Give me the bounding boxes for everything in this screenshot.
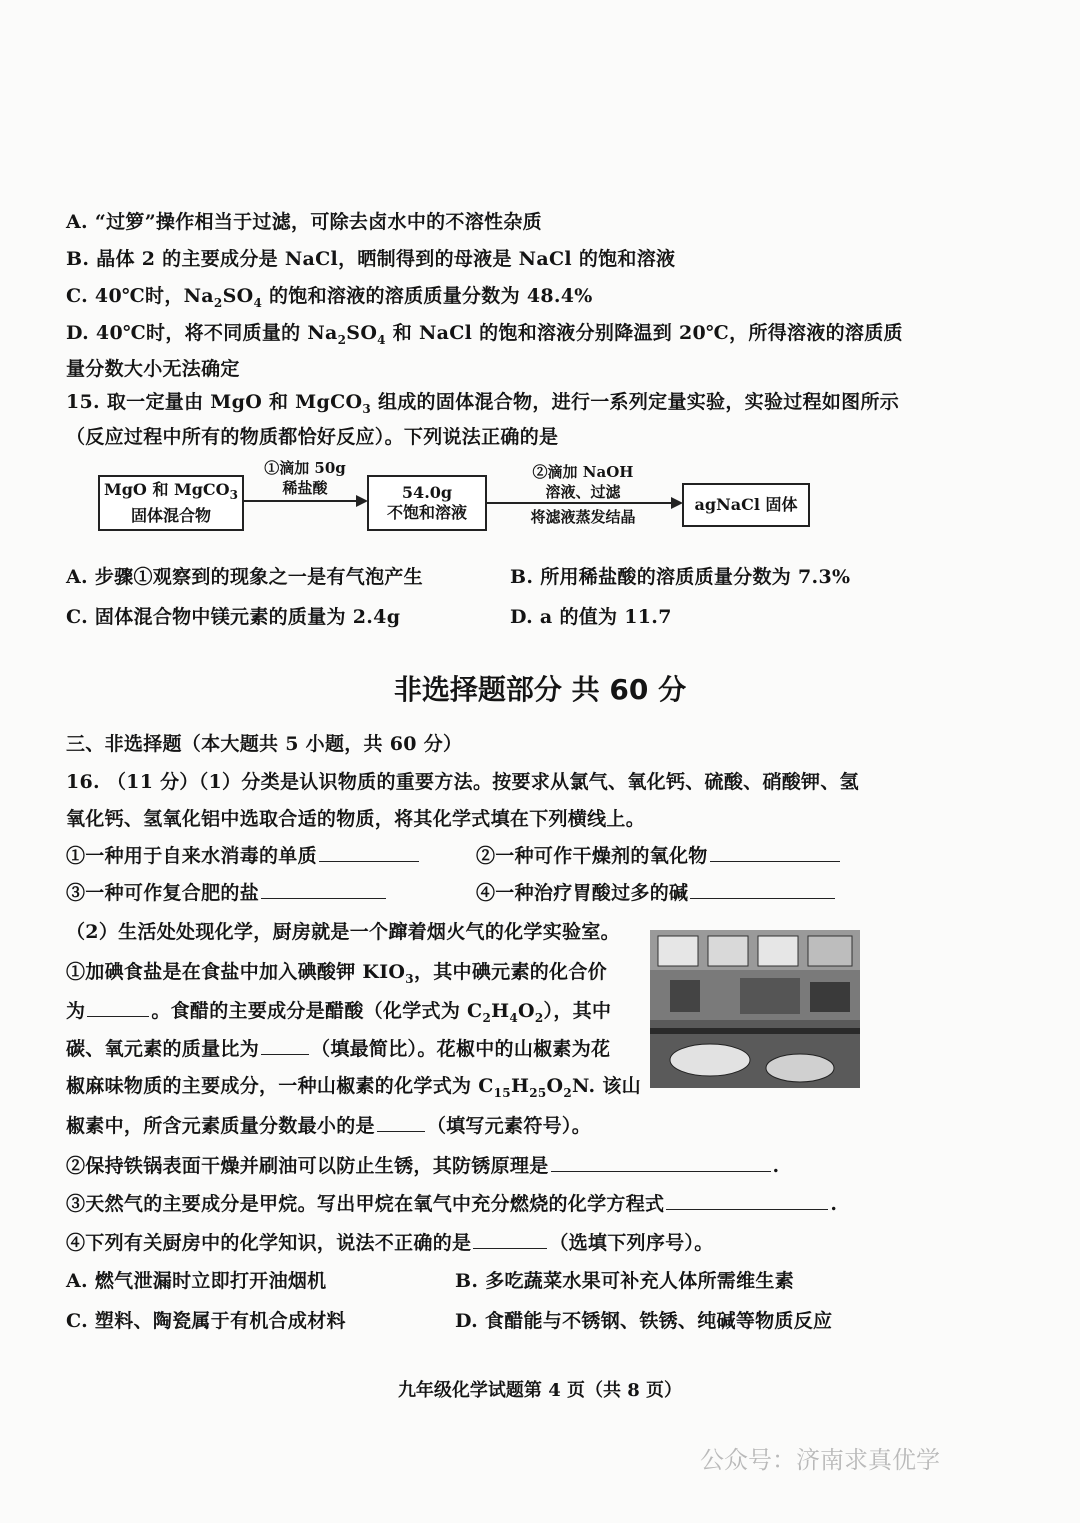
part3-heading: 三、非选择题（本大题共 5 小题，共 60 分） (66, 733, 463, 755)
q14-option-b: B. 晶体 2 的主要成分是 NaCl，晒制得到的母液是 NaCl 的饱和溶液 (66, 248, 676, 270)
q15-option-a: A. 步骤①观察到的现象之一是有气泡产生 (66, 566, 423, 588)
q16-p2-1-line3: 碳、氧元素的质量比为 （填最简比）。花椒中的山椒素为花 (66, 1038, 611, 1060)
q16-p2-1-line1: ①加碘食盐是在食盐中加入碘酸钾 $KIO_3$，其中碘元素的化合价 (66, 961, 607, 986)
q16-stem-cont: 氧化钙、氢氧化铝中选取合适的物质，将其化学式填在下列横线上。 (66, 808, 646, 830)
q14-option-c: C. 40℃时，$Na_2SO_4$ 的饱和溶液的溶质质量分数为 48.4% (66, 285, 593, 310)
flow-step1-label: ①滴加 50g 稀盐酸 (264, 459, 346, 497)
section-title: 非选择题部分 共 60 分 (393, 673, 687, 706)
flow-box-solution: 54.0g 不饱和溶液 (367, 475, 487, 531)
q16-p2-1-line4: 椒麻味物质的主要成分，一种山椒素的化学式为 $C_{15}H_{25}O_2N$. 该山 (66, 1075, 641, 1100)
q16-option-a: A. 燃气泄漏时立即打开油烟机 (66, 1270, 327, 1292)
q14-option-a: A. “过箩”操作相当于过滤，可除去卤水中的不溶性杂质 (66, 211, 542, 233)
flow-box-mixture: MgO 和 MgCO$_3$ 固体混合物 (98, 475, 244, 531)
q15-stem: 15. 取一定量由 MgO 和 MgCO$_3$ 组成的固体混合物，进行一系列定量实验，实验过程如图所示 (66, 391, 900, 416)
q16-p2-4: ④下列有关厨房中的化学知识，说法不正确的是 （选填下列序号）。 (66, 1232, 714, 1254)
q16-p2-1-line2: 为 。食醋的主要成分是醋酸（化学式为 $C_2H_4O_2$），其中 (66, 1000, 612, 1025)
q16-option-d: D. 食醋能与不锈钢、铁锈、纯碱等物质反应 (455, 1310, 833, 1332)
q15-stem-cont: （反应过程中所有的物质都恰好反应）。下列说法正确的是 (66, 426, 559, 448)
flow-step2-label: ②滴加 NaOH 溶液、过滤 (532, 463, 634, 501)
q14-option-d: D. 40℃时，将不同质量的 $Na_2SO_4$ 和 NaCl 的饱和溶液分别降温到 20℃，所得溶液的溶质质 (66, 322, 903, 347)
q16-part2-intro: （2）生活处处现化学，厨房就是一个蹿着烟火气的化学实验室。 (66, 921, 620, 943)
q16-option-b: B. 多吃蔬菜水果可补充人体所需维生素 (455, 1270, 794, 1292)
q14-option-d-cont: 量分数大小无法确定 (66, 358, 240, 380)
q16-option-c: C. 塑料、陶瓷属于有机合成材料 (66, 1310, 346, 1332)
q16-item-2: ②一种可作干燥剂的氧化物 (476, 843, 842, 868)
q16-item-1: ①一种用于自来水消毒的单质 (66, 843, 421, 868)
q16-p2-1-line5: 椒素中，所含元素质量分数最小的是 （填写元素符号）。 (66, 1115, 592, 1137)
q16-p2-3: ③天然气的主要成分是甲烷。写出甲烷在氧气中充分燃烧的化学方程式 . (66, 1193, 838, 1215)
q15-option-c: C. 固体混合物中镁元素的质量为 2.4g (66, 606, 401, 628)
kitchen-photo (650, 930, 860, 1088)
flow-box-product: agNaCl 固体 (682, 483, 810, 527)
q15-option-b: B. 所用稀盐酸的溶质质量分数为 7.3% (510, 566, 851, 588)
page-footer: 九年级化学试题第 4 页（共 8 页） (397, 1380, 683, 1401)
flow-step2-label-cont: 将滤液蒸发结晶 (530, 508, 636, 526)
flow-arrow-1 (242, 494, 368, 508)
q16-stem: 16. （11 分）（1）分类是认识物质的重要方法。按要求从氯气、氧化钙、硫酸、硝酸钾、氢 (66, 771, 859, 793)
q16-p2-2: ②保持铁锅表面干燥并刷油可以防止生锈，其防锈原理是 . (66, 1155, 780, 1177)
watermark: 公众号：济南求真优学 (700, 1446, 940, 1474)
q15-option-d: D. a 的值为 11.7 (510, 606, 672, 628)
q16-item-3: ③一种可作复合肥的盐 (66, 880, 388, 905)
q16-item-4: ④一种治疗胃酸过多的碱 (476, 880, 837, 905)
